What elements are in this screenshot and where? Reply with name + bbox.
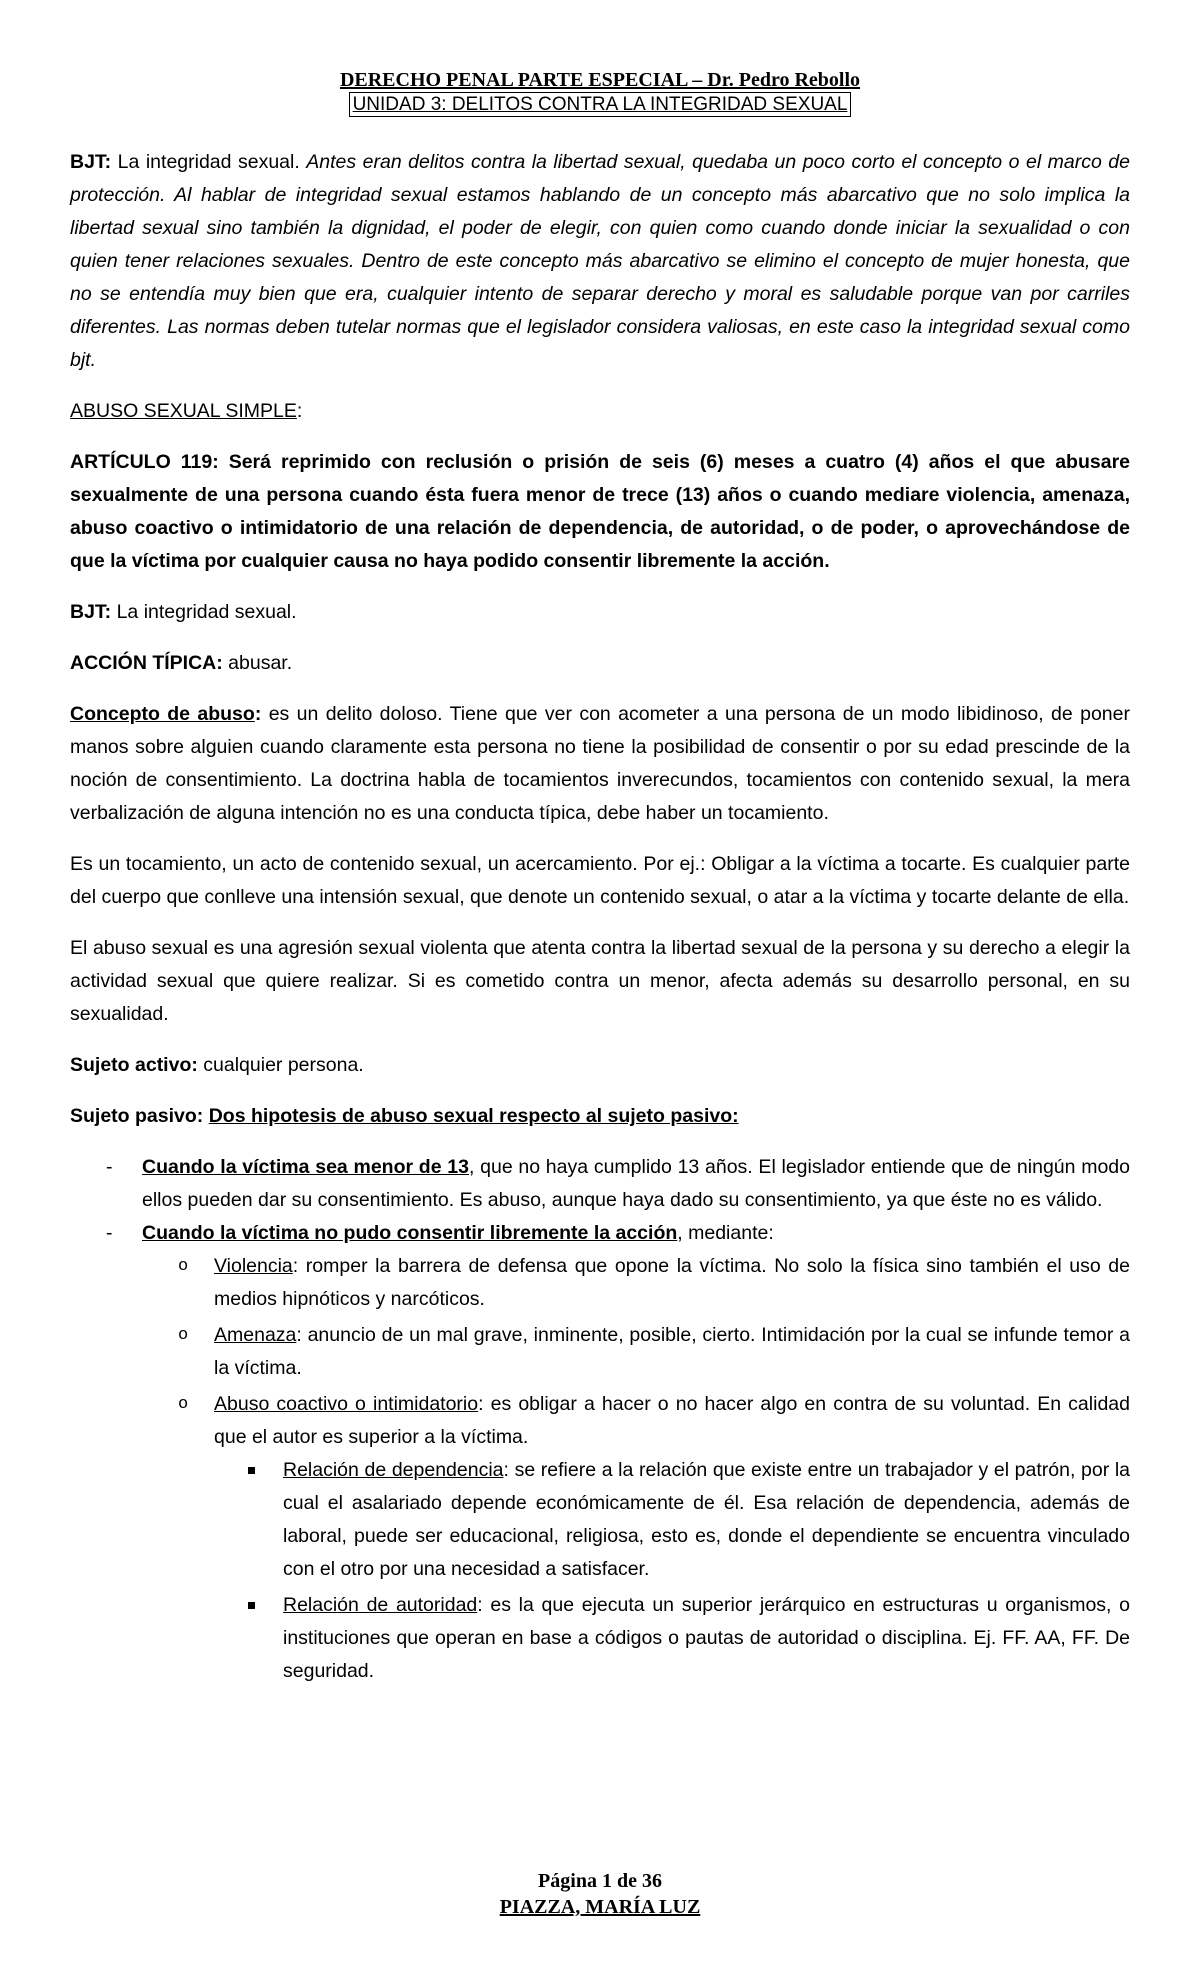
- relaciones-list: [214, 1454, 1130, 1688]
- medio-text: : romper la barrera de defensa que opone la víctima. No solo la física sino también el uso de medios hipnóticos y narcóticos.: [214, 1255, 1130, 1310]
- section-heading: [70, 395, 1130, 428]
- relacion-text: : se refiere a la relación que existe entre un trabajador y el patrón, por la cual el asalariado depende económicamente de él. Esa relación de dependencia, además de laboral, puede ser educacional, religiosa, esto es, donde el dependiente se encuentra vinculado con el otro por una necesidad a satisfacer.: [283, 1459, 1130, 1580]
- relacion-title: Relación de autoridad: [283, 1594, 478, 1616]
- medio-title: Abuso coactivo o intimidatorio: [214, 1393, 479, 1415]
- accion-value: abusar.: [222, 652, 293, 674]
- sujeto-pasivo-paragraph: [70, 1100, 1130, 1133]
- author-name: PIAZZA, MARÍA LUZ: [499, 1896, 701, 1918]
- page-footer: [0, 1868, 1200, 1920]
- bjt-value: La integridad sexual.: [111, 601, 297, 623]
- sujeto-pasivo-heading: Dos hipotesis de abuso sexual respecto al sujeto pasivo:: [208, 1105, 739, 1127]
- relacion-title: Relación de dependencia: [283, 1459, 504, 1481]
- medio-title: Amenaza: [214, 1324, 297, 1346]
- square-bullet: [248, 1467, 255, 1474]
- sujeto-pasivo-label: Sujeto pasivo:: [70, 1105, 204, 1127]
- page-number: Página 1 de 36: [538, 1870, 662, 1892]
- intro-paragraph: [70, 146, 1130, 377]
- hipotesis-text: , que no haya cumplido 13 años. El legislador entiende que de ningún modo ellos pueden dar su consentimiento. Es abuso, aunque haya dado su consentimiento, ya que éste no es válido.: [142, 1156, 1130, 1211]
- relacion-text: : es la que ejecuta un superior jerárquico en estructuras u organismos, o instituciones que operan en base a códigos o pautas de autoridad o disciplina. Ej. FF. AA, FF. De seguridad.: [283, 1594, 1130, 1682]
- section-colon: :: [296, 400, 303, 422]
- section-title: ABUSO SEXUAL SIMPLE: [70, 400, 297, 422]
- bjt-label-2: BJT:: [70, 601, 112, 623]
- circle-bullet: o: [178, 1395, 189, 1414]
- tocamiento-paragraph: Es un tocamiento, un acto de contenido sexual, un acercamiento. Por ej.: Obligar a la víctima a tocarte. Es cualquier parte del cuerpo que conlleve una intensión sexual, que denote un contenido sexual, o atar a la víctima y tocarte delante de ella.: [70, 853, 1130, 908]
- article-119: ARTÍCULO 119: Será reprimido con reclusión o prisión de seis (6) meses a cuatro (4) años el que abusare sexualmente de una persona cuando ésta fuera menor de trece (13) años o cuando mediare violencia, amenaza, abuso coactivo o intimidatorio de una relación de dependencia, de autoridad, o de poder, o aprovechándose de que la víctima por cualquier causa no haya podido consentir libremente la acción.: [70, 451, 1130, 572]
- medio-text: : anuncio de un mal grave, inminente, posible, cierto. Intimidación por la cual se infunde temor a la víctima.: [214, 1324, 1130, 1379]
- medio-text: : es obligar a hacer o no hacer algo en contra de su voluntad. En calidad que el autor es superior a la víctima.: [214, 1393, 1130, 1448]
- list-item: [70, 1388, 1130, 1688]
- course-title: DERECHO PENAL PARTE ESPECIAL – Dr. Pedro Rebollo: [339, 69, 861, 91]
- page-header: [0, 68, 1200, 117]
- concepto-colon: :: [254, 703, 262, 725]
- circle-bullet: o: [178, 1326, 189, 1345]
- square-bullet: [248, 1602, 255, 1609]
- concepto-label: Concepto de abuso: [70, 703, 255, 725]
- sujeto-activo-value: cualquier persona.: [197, 1054, 364, 1076]
- medio-title: Violencia: [214, 1255, 293, 1277]
- medios-list: [142, 1250, 1130, 1688]
- hipotesis-text: , mediante:: [677, 1222, 774, 1244]
- unit-title: UNIDAD 3: DELITOS CONTRA LA INTEGRIDAD SEXUAL: [349, 92, 852, 117]
- dash-bullet: -: [106, 1222, 113, 1244]
- dash-bullet: -: [106, 1156, 113, 1178]
- bjt-label: BJT:: [70, 151, 112, 173]
- circle-bullet: o: [178, 1257, 189, 1276]
- hipotesis-list: [70, 1151, 1130, 1688]
- intro-italic-text: Antes eran delitos contra la libertad sexual, quedaba un poco corto el concepto o el marco de protección. Al hablar de integridad sexual estamos hablando de un concepto más abarcativo que no solo implica la libertad sexual sino también la dignidad, el poder de elegir, con quien como cuando donde iniciar la sexualidad o con quien tener relaciones sexuales. Dentro de este concepto más abarcativo se elimino el concepto de mujer honesta, que no se entendía muy bien que era, cualquier intento de separar derecho y moral es saludable porque van por carriles diferentes. Las normas deben tutelar normas que el legislador considera valiosas, en este caso la integridad sexual como bjt.: [70, 151, 1131, 371]
- list-item: [70, 1319, 1130, 1385]
- hipotesis-title: Cuando la víctima no pudo consentir libremente la acción: [142, 1222, 678, 1244]
- agresion-paragraph: El abuso sexual es una agresión sexual violenta que atenta contra la libertad sexual de la persona y su derecho a elegir la actividad sexual que quiere realizar. Si es cometido contra un menor, afecta además su desarrollo personal, en su sexualidad.: [70, 937, 1130, 1025]
- sujeto-activo-label: Sujeto activo:: [70, 1054, 198, 1076]
- accion-paragraph: [70, 647, 1130, 680]
- concepto-text: es un delito doloso. Tiene que ver con acometer a una persona de un modo libidinoso, de poner manos sobre alguien cuando claramente esta persona no tiene la posibilidad de consentir o por su edad prescinde de la noción de consentimiento. La doctrina habla de tocamientos inverecundos, tocamientos con contenido sexual, la mera verbalización de alguna intención no es una conducta típica, debe haber un tocamiento.: [70, 703, 1130, 824]
- list-item: [70, 1589, 1130, 1688]
- document-body: [70, 146, 1130, 1691]
- list-item: [70, 1217, 1130, 1688]
- concepto-paragraph: [70, 698, 1130, 830]
- list-item: [70, 1454, 1130, 1586]
- bjt-paragraph: [70, 596, 1130, 629]
- intro-lead: La integridad sexual.: [111, 151, 307, 173]
- list-item: [70, 1250, 1130, 1316]
- hipotesis-title: Cuando la víctima sea menor de 13: [142, 1156, 469, 1178]
- accion-label: ACCIÓN TÍPICA:: [70, 652, 223, 674]
- list-item: [70, 1151, 1130, 1217]
- sujeto-activo-paragraph: [70, 1049, 1130, 1082]
